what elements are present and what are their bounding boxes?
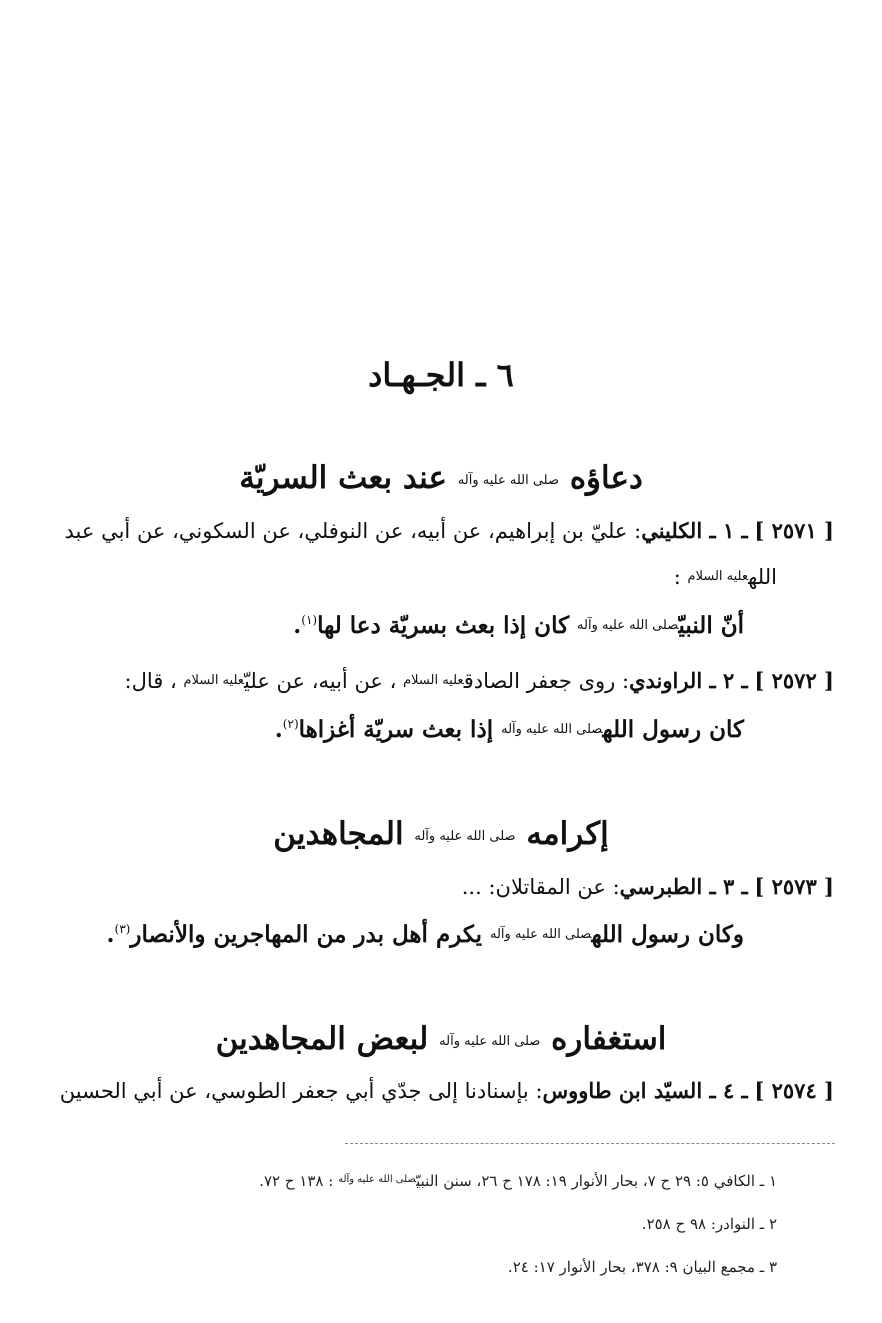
- honorific-mark: صلى الله عليه وآله: [338, 1174, 417, 1185]
- hadith-2571-chain-cont: [48, 565, 777, 589]
- hadith-2571-text: [293, 612, 744, 639]
- narrator-name: ـ ٤ ـ السيّد ابن طاووس: [542, 1078, 748, 1103]
- hadith-end: .: [293, 612, 302, 639]
- footnote-ref: (١): [301, 613, 318, 627]
- hadith-2573-chain: [48, 874, 834, 899]
- honorific-mark: عليه السلام: [183, 673, 245, 688]
- hadith-end: .: [274, 716, 283, 743]
- section-title-3-word: استغفاره: [551, 1021, 667, 1057]
- section-title-3: [0, 1021, 882, 1057]
- section-title-1-rest: عند بعث السريّة: [239, 460, 448, 496]
- honorific-mark: صلى الله عليه وآله: [577, 618, 679, 633]
- hadith-number: [ ٢٥٧٣ ]: [754, 874, 834, 899]
- hadith-2572-text: [275, 716, 744, 743]
- honorific-mark: عليه السلام: [403, 673, 464, 688]
- section-title-1: [0, 460, 882, 496]
- section-title-2-rest: المجاهدين: [273, 816, 404, 852]
- section-title-3-rest: لبعض المجاهدين: [215, 1021, 429, 1057]
- hadith-text-b: يكرم أهل بدر من المهاجرين والأنصار: [130, 921, 482, 948]
- footnote-3: ٣ ـ مجمع البيان ٩: ٣٧٨، بحار الأنوار ١٧: ٢٤.: [507, 1258, 777, 1276]
- hadith-2572-chain: [48, 668, 834, 693]
- hadith-number: [ ٢٥٧٢ ]: [754, 668, 834, 693]
- narrator-name: ـ ٢ ـ الراوندي: [629, 668, 748, 693]
- honorific-mark: صلى الله عليه وآله: [457, 473, 560, 488]
- isnad-chain-cont: الله: [748, 565, 777, 589]
- hadith-number: [ ٢٥٧٤ ]: [754, 1078, 834, 1103]
- footnote-ref: (٣): [114, 922, 131, 936]
- footnote-1: [259, 1172, 777, 1190]
- hadith-2573-text: [107, 921, 744, 948]
- hadith-2571-chain: [48, 518, 834, 543]
- footnote-divider: [345, 1143, 835, 1144]
- isnad-chain-c: ، قال:: [124, 669, 177, 693]
- hadith-number: [ ٢٥٧١ ]: [754, 518, 834, 543]
- hadith-end: .: [106, 921, 115, 948]
- hadith-text-b: كان إذا بعث بسريّة دعا لها: [317, 612, 570, 639]
- hadith-text-b: إذا بعث سريّة أغزاها: [298, 716, 494, 743]
- isnad-chain-b: ، عن أبيه، عن عليّ: [244, 669, 397, 693]
- isnad-chain-a: : روى جعفر الصادق: [463, 669, 630, 693]
- honorific-mark: صلى الله عليه وآله: [439, 1034, 541, 1049]
- honorific-mark: صلى الله عليه وآله: [501, 722, 603, 737]
- section-title-2: [0, 816, 882, 852]
- footnote-2: ٢ ـ النوادر: ٩٨ ح ٢٥٨.: [641, 1215, 777, 1233]
- section-title-2-word: إكرامه: [526, 816, 609, 852]
- footnote-ref: (٢): [282, 717, 299, 731]
- honorific-mark: صلى الله عليه وآله: [414, 829, 516, 844]
- hadith-text-a: كان رسول الله: [602, 716, 744, 743]
- isnad-chain: : عليّ بن إبراهيم، عن أبيه، عن النوفلي، عن السكوني، عن أبي عبد: [64, 519, 642, 543]
- isnad-chain: : عن المقاتلان: ...: [461, 875, 620, 899]
- footnote-1-text-b: : ١٣٨ ح ٧٢.: [259, 1172, 334, 1190]
- honorific-mark: عليه السلام: [687, 569, 749, 584]
- isnad-chain: : بإسنادنا إلى جدّي أبي جعفر الطوسي، عن أبي الحسين: [59, 1079, 543, 1103]
- hadith-text-a: وكان رسول الله: [591, 921, 744, 948]
- honorific-mark: صلى الله عليه وآله: [490, 927, 592, 942]
- hadith-text-a: أنّ النبيّ: [678, 612, 744, 639]
- narrator-name: ـ ١ ـ الكليني: [641, 518, 748, 543]
- footnote-1-text-a: ١ ـ الكافي ٥: ٢٩ ح ٧، بحار الأنوار ١٩: ١٧٨ ح ٢٦، سنن النبيّ: [416, 1172, 777, 1190]
- chapter-title: ٦ ـ الجـهـاد: [368, 356, 514, 394]
- narrator-name: ـ ٣ ـ الطبرسي: [619, 874, 748, 899]
- section-title-1-word: دعاؤه: [569, 460, 643, 496]
- isnad-chain-end: :: [673, 565, 681, 589]
- hadith-2574-chain: [48, 1078, 834, 1103]
